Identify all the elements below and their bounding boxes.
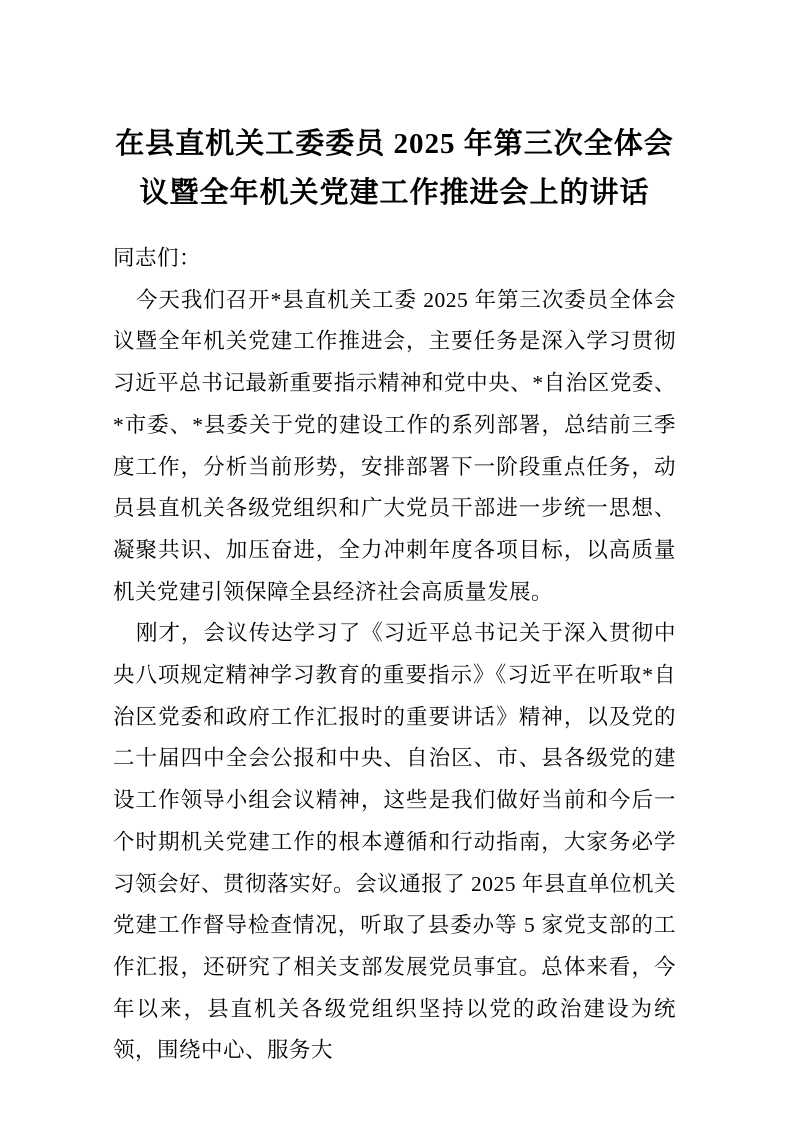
- document-body: [113, 238, 676, 1072]
- title-line-2: 议暨全年机关党建工作推进会上的讲话: [139, 177, 650, 209]
- salutation: 同志们：: [113, 246, 202, 270]
- paragraph-2: 刚才，会议传达学习了《习近平总书记关于深入贯彻中央八项规定精神学习教育的重要指示》《习近平在听取*自治区党委和政府工作汇报时的重要讲话》精神，以及党的二十届四中全会公报和中央、自治区、市、县各级党的建设工作领导小组会议精神，这些是我们做好当前和今后一个时期机关党建工作的根本遵循和行动指南，大家务必学习领会好、贯彻落实好。会议通报了 2025 年县直单位机关党建工作督导检查情况，听取了县委办等 5 家党支部的工作汇报，还研究了相关支部发展党员事宜。总体来看，今年以来，县直机关各级党组织坚持以党的政治建设为统领，围绕中心、服务大: [113, 621, 676, 1063]
- title-line-1: 在县直机关工委委员 2025 年第三次全体会: [115, 128, 674, 160]
- document-title: [113, 120, 676, 218]
- paragraph-1: 今天我们召开*县直机关工委 2025 年第三次委员全体会议暨全年机关党建工作推进会，主要任务是深入学习贯彻习近平总书记最新重要指示精神和党中央、*自治区党委、*市委、*县委关于党的建设工作的系列部署，总结前三季度工作，分析当前形势，安排部署下一阶段重点任务，动员县直机关各级党组织和广大党员干部进一步统一思想、凝聚共识、加压奋进，全力冲刺年度各项目标，以高质量机关党建引领保障全县经济社会高质量发展。: [113, 287, 676, 604]
